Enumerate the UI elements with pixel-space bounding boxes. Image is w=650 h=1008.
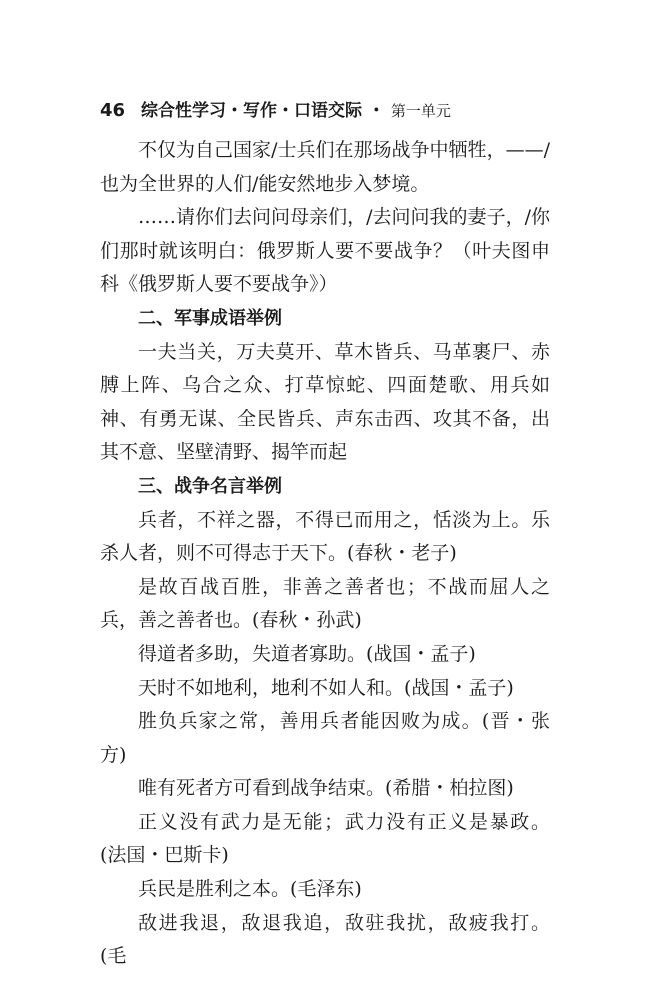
header-chapter: 第一单元 bbox=[390, 102, 451, 120]
section-heading-idioms: 二、军事成语举例 bbox=[138, 307, 282, 329]
quote-laozi: 兵者，不祥之器，不得已而用之，恬淡为上。乐杀人者，则不可得志于天下。(春秋・老子) bbox=[100, 508, 550, 565]
quote-mengzi-2: 天时不如地利，地利不如人和。(战国・孟子) bbox=[138, 676, 514, 699]
quote-pascal: 正义没有武力是无能；武力没有正义是暴政。 (法国・巴斯卡) bbox=[100, 810, 550, 867]
page-header bbox=[100, 96, 451, 121]
quote-sunwu: 是故百战百胜，非善之善者也；不战而屈人之兵，善之善者也。(春秋・孙武) bbox=[100, 575, 550, 632]
quote-mengzi-1: 得道者多助，失道者寡助。(战国・孟子) bbox=[138, 642, 476, 665]
header-title: 综合性学习・写作・口语交际 bbox=[140, 101, 362, 121]
poem-stanza-last: ……请你们去问问母亲们，/去问问我的妻子，/你们那时就该明白：俄罗斯人要不要战争？（叶夫图申科《俄罗斯人要不要战争》） bbox=[100, 206, 550, 296]
idioms-list: 一夫当关，万夫莫开、草木皆兵、马革裹尸、赤膊上阵、乌合之众、打草惊蛇、四面楚歌、用兵如神、有勇无谋、全民皆兵、声东击西、攻其不备，出其不意、坚壁清野、揭竿而起 bbox=[100, 340, 550, 464]
header-separator: ・ bbox=[367, 101, 385, 121]
quote-mao-2: 敌进我退，敌退我追，敌驻我扰，敌疲我打。 (毛 bbox=[100, 911, 550, 968]
poem-stanza-tail: 不仅为自己国家/士兵们在那场战争中牺牲，——/也为全世界的人们/能安然地步入梦境。 bbox=[100, 139, 550, 195]
quote-plato: 唯有死者方可看到战争结束。(希腊・柏拉图) bbox=[138, 777, 514, 800]
page-number: 46 bbox=[100, 100, 126, 121]
quote-zhangfang: 胜负兵家之常，善用兵者能因败为成。(晋・张方) bbox=[100, 710, 550, 766]
section-heading-quotes: 三、战争名言举例 bbox=[138, 475, 282, 497]
page-content bbox=[100, 134, 550, 974]
quote-mao-1: 兵民是胜利之本。(毛泽东) bbox=[138, 878, 362, 901]
